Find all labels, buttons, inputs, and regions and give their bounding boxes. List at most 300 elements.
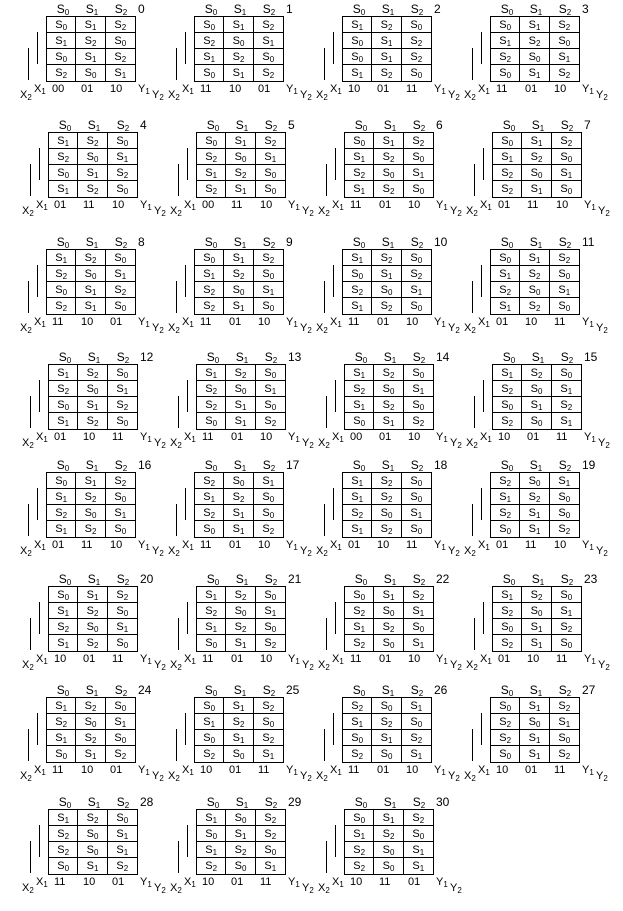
header-label: $S_0$ (352, 458, 366, 473)
state-cell: $S_0$ (108, 810, 137, 826)
state-cell: $S_2$ (493, 181, 522, 197)
state-cell: $S_0$ (522, 381, 551, 397)
state-cell: $S_2$ (195, 282, 224, 298)
y2-label: $Y_2$ (154, 437, 166, 450)
header-label: $S_1$ (235, 118, 249, 133)
header-label: $S_2$ (114, 458, 128, 473)
state-cell: $S_1$ (224, 17, 253, 33)
y2-label: $Y_2$ (448, 770, 460, 783)
header-label: $S_2$ (560, 572, 574, 587)
header-label: $S_1$ (85, 458, 99, 473)
state-grid (490, 697, 580, 763)
x2-bar (324, 729, 325, 761)
table-number: 5 (288, 118, 295, 132)
y1-label: $Y_1$ (286, 316, 298, 329)
state-cell: $S_0$ (256, 365, 285, 381)
x1-label: $X_1$ (478, 316, 490, 329)
column-header (344, 118, 434, 132)
state-cell: $S_2$ (226, 619, 255, 635)
state-cell: $S_2$ (108, 165, 137, 181)
y1-label: $Y_1$ (434, 539, 446, 552)
column-header (46, 2, 136, 16)
state-cell: $S_1$ (402, 505, 431, 521)
state-grid (48, 586, 138, 652)
state-cell: $S_0$ (491, 65, 520, 81)
state-cell: $S_0$ (254, 714, 283, 730)
state-cell: $S_1$ (343, 521, 372, 537)
table-number: 23 (584, 572, 598, 586)
x1-bar (185, 488, 186, 520)
y2-label: $Y_2$ (302, 437, 314, 450)
x1-bar (335, 148, 336, 180)
table-number: 0 (138, 2, 145, 16)
state-grid (342, 16, 432, 82)
state-cell: $S_0$ (254, 266, 283, 282)
column-header (48, 118, 138, 132)
state-cell: $S_0$ (108, 365, 137, 381)
header-label: $S_1$ (235, 350, 249, 365)
y2-label: $Y_2$ (300, 89, 312, 102)
header-label: $S_2$ (410, 2, 424, 17)
x1-label: $X_1$ (480, 653, 492, 666)
state-cell: $S_2$ (49, 381, 78, 397)
table-number: 15 (584, 350, 598, 364)
state-cell: $S_0$ (226, 381, 255, 397)
code-label: 10 (83, 876, 96, 888)
state-cell: $S_1$ (552, 381, 581, 397)
state-cell: $S_1$ (522, 133, 551, 149)
header-label: $S_2$ (264, 350, 278, 365)
state-cell: $S_0$ (402, 473, 431, 489)
x2-label: $X_2$ (466, 659, 478, 672)
x2-label: $X_2$ (20, 89, 32, 102)
state-cell: $S_1$ (226, 397, 255, 413)
state-cell: $S_0$ (491, 746, 520, 762)
state-grid (344, 809, 434, 875)
state-cell: $S_2$ (552, 619, 581, 635)
state-cell: $S_2$ (78, 133, 107, 149)
state-cell: $S_2$ (520, 33, 549, 49)
state-cell: $S_2$ (49, 619, 78, 635)
table-number: 27 (582, 683, 596, 697)
table-number: 13 (288, 350, 302, 364)
code-label: 01 (377, 83, 390, 95)
state-cell: $S_0$ (226, 810, 255, 826)
state-cell: $S_1$ (343, 298, 372, 314)
y2-label: $Y_2$ (152, 322, 164, 335)
state-cell: $S_0$ (550, 730, 579, 746)
state-cell: $S_1$ (343, 489, 372, 505)
x2-label: $X_2$ (316, 770, 328, 783)
header-label: $S_1$ (87, 795, 101, 810)
state-cell: $S_1$ (195, 714, 224, 730)
header-label: $S_2$ (558, 2, 572, 17)
code-label: 11 (54, 876, 66, 888)
state-cell: $S_2$ (404, 133, 433, 149)
state-cell: $S_2$ (493, 603, 522, 619)
state-grid (46, 697, 136, 763)
state-grid (492, 586, 582, 652)
state-cell: $S_0$ (374, 635, 403, 651)
state-cell: $S_2$ (493, 413, 522, 429)
code-label: 11 (379, 876, 391, 888)
code-label: 10 (556, 199, 569, 211)
state-grid (196, 586, 286, 652)
column-header (492, 572, 582, 586)
state-cell: $S_2$ (372, 473, 401, 489)
state-cell: $S_1$ (226, 635, 255, 651)
x2-label: $X_2$ (464, 322, 476, 335)
state-cell: $S_0$ (374, 603, 403, 619)
column-header (342, 683, 432, 697)
state-cell: $S_1$ (520, 505, 549, 521)
table-number: 11 (582, 235, 595, 249)
column-header (46, 683, 136, 697)
x1-label: $X_1$ (184, 431, 196, 444)
header-label: $S_0$ (206, 350, 220, 365)
code-label: 10 (406, 764, 419, 776)
header-label: $S_2$ (262, 683, 276, 698)
code-label: 01 (379, 653, 392, 665)
state-cell: $S_1$ (374, 133, 403, 149)
y2-label: $Y_2$ (598, 659, 610, 672)
x1-bar (39, 825, 40, 857)
x1-bar (39, 148, 40, 180)
code-label: 01 (379, 199, 392, 211)
state-cell: $S_0$ (256, 587, 285, 603)
state-cell: $S_1$ (520, 746, 549, 762)
state-cell: $S_1$ (262, 748, 275, 761)
state-cell: $S_2$ (76, 521, 105, 537)
state-cell: $S_2$ (47, 65, 76, 81)
state-cell: $S_2$ (78, 365, 107, 381)
column-header (194, 235, 284, 249)
code-label: 01 (110, 764, 123, 776)
state-cell: $S_1$ (226, 413, 255, 429)
state-grid (490, 249, 580, 315)
state-cell: $S_0$ (106, 33, 135, 49)
x1-bar (333, 265, 334, 297)
state-cell: $S_0$ (404, 365, 433, 381)
state-cell: $S_2$ (254, 730, 283, 746)
state-cell: $S_0$ (345, 133, 374, 149)
header-label: $S_2$ (116, 118, 130, 133)
state-cell: $S_2$ (106, 282, 135, 298)
state-cell: $S_2$ (106, 49, 135, 65)
y1-label: $Y_1$ (584, 431, 596, 444)
state-cell: $S_1$ (47, 250, 76, 266)
code-label: 01 (81, 83, 94, 95)
code-label: 00 (202, 199, 215, 211)
x2-label: $X_2$ (20, 545, 32, 558)
x2-label: $X_2$ (22, 437, 34, 450)
state-grid (344, 586, 434, 652)
x1-bar (185, 713, 186, 745)
y2-label: $Y_2$ (596, 89, 608, 102)
header-label: $S_0$ (204, 2, 218, 17)
state-cell: $S_2$ (264, 415, 277, 428)
state-cell: $S_0$ (256, 165, 285, 181)
header-label: $S_1$ (381, 235, 395, 250)
state-cell: $S_0$ (224, 473, 253, 489)
x2-bar (176, 729, 177, 761)
y2-label: $Y_2$ (152, 770, 164, 783)
state-cell: $S_2$ (491, 49, 520, 65)
x2-label: $X_2$ (22, 882, 34, 895)
code-label: 11 (350, 199, 362, 211)
state-cell: $S_0$ (78, 381, 107, 397)
code-label: 01 (377, 316, 390, 328)
header-label: $S_1$ (233, 683, 247, 698)
y2-label: $Y_2$ (598, 205, 610, 218)
header-label: $S_2$ (262, 458, 276, 473)
state-cell: $S_1$ (520, 17, 549, 33)
state-cell: $S_1$ (49, 133, 78, 149)
code-label: 11 (112, 653, 124, 665)
code-label: 01 (229, 764, 242, 776)
state-cell: $S_1$ (226, 133, 255, 149)
state-cell: $S_2$ (343, 282, 372, 298)
state-cell: $S_1$ (108, 842, 137, 858)
state-cell: $S_2$ (224, 714, 253, 730)
y1-label: $Y_1$ (288, 431, 300, 444)
table-number: 12 (140, 350, 154, 364)
table-number: 10 (434, 235, 448, 249)
code-label: 11 (406, 83, 418, 95)
state-cell: $S_0$ (372, 282, 401, 298)
state-cell: $S_1$ (550, 282, 579, 298)
state-cell: $S_2$ (491, 282, 520, 298)
state-cell: $S_1$ (343, 65, 372, 81)
state-cell: $S_2$ (493, 635, 522, 651)
state-cell: $S_1$ (372, 730, 401, 746)
state-grid (46, 249, 136, 315)
header-label: $S_0$ (58, 572, 72, 587)
x2-bar (472, 281, 473, 313)
state-cell: $S_2$ (552, 397, 581, 413)
state-cell: $S_1$ (76, 282, 105, 298)
state-cell: $S_1$ (224, 65, 253, 81)
header-label: $S_0$ (500, 235, 514, 250)
y1-label: $Y_1$ (140, 199, 152, 212)
x1-bar (481, 32, 482, 64)
state-cell: $S_0$ (197, 826, 226, 842)
x1-label: $X_1$ (182, 539, 194, 552)
header-label: $S_1$ (85, 683, 99, 698)
x1-label: $X_1$ (332, 199, 344, 212)
state-cell: $S_2$ (404, 810, 433, 826)
y2-label: $Y_2$ (598, 437, 610, 450)
code-label: 11 (112, 431, 124, 443)
x1-label: $X_1$ (36, 199, 48, 212)
column-header (196, 795, 286, 809)
state-cell: $S_2$ (402, 49, 431, 65)
state-cell: $S_1$ (491, 266, 520, 282)
header-label: $S_2$ (410, 683, 424, 698)
state-cell: $S_1$ (254, 473, 283, 489)
state-cell: $S_0$ (49, 397, 78, 413)
state-cell: $S_0$ (106, 250, 135, 266)
code-label: 10 (202, 876, 215, 888)
state-cell: $S_0$ (560, 183, 573, 196)
header-label: $S_2$ (264, 118, 278, 133)
header-label: $S_0$ (500, 458, 514, 473)
header-label: $S_1$ (529, 683, 543, 698)
header-label: $S_2$ (560, 350, 574, 365)
state-cell: $S_1$ (49, 181, 78, 197)
code-label: 11 (525, 539, 537, 551)
column-header (342, 458, 432, 472)
state-cell: $S_2$ (226, 165, 255, 181)
state-cell: $S_1$ (343, 714, 372, 730)
state-cell: $S_1$ (76, 298, 105, 314)
x2-label: $X_2$ (168, 770, 180, 783)
code-label: 01 (231, 653, 244, 665)
x2-label: $X_2$ (318, 882, 330, 895)
state-cell: $S_1$ (520, 65, 549, 81)
header-label: $S_1$ (235, 572, 249, 587)
header-label: $S_0$ (500, 683, 514, 698)
state-cell: $S_1$ (520, 250, 549, 266)
code-label: 11 (52, 764, 64, 776)
code-label: 01 (348, 539, 361, 551)
state-cell: $S_0$ (195, 521, 224, 537)
column-header (196, 118, 286, 132)
state-cell: $S_1$ (410, 748, 423, 761)
code-label: 01 (377, 764, 390, 776)
state-cell: $S_2$ (76, 698, 105, 714)
header-label: $S_0$ (58, 795, 72, 810)
state-cell: $S_1$ (78, 587, 107, 603)
x1-bar (37, 713, 38, 745)
state-cell: $S_2$ (224, 266, 253, 282)
state-cell: $S_1$ (550, 49, 579, 65)
state-cell: $S_2$ (374, 365, 403, 381)
table-number: 26 (434, 683, 448, 697)
y1-label: $Y_1$ (286, 83, 298, 96)
state-cell: $S_2$ (197, 149, 226, 165)
state-cell: $S_1$ (197, 619, 226, 635)
state-cell: $S_0$ (78, 619, 107, 635)
state-cell: $S_0$ (345, 587, 374, 603)
state-cell: $S_2$ (49, 842, 78, 858)
state-grid (196, 364, 286, 430)
table-number: 24 (138, 683, 152, 697)
state-cell: $S_1$ (47, 730, 76, 746)
state-cell: $S_0$ (343, 33, 372, 49)
code-label: 10 (260, 653, 273, 665)
x2-bar (178, 396, 179, 428)
state-cell: $S_0$ (76, 65, 105, 81)
y1-label: $Y_1$ (582, 764, 594, 777)
state-cell: $S_1$ (106, 266, 135, 282)
header-label: $S_0$ (204, 683, 218, 698)
y2-label: $Y_2$ (302, 205, 314, 218)
state-cell: $S_1$ (522, 635, 551, 651)
state-cell: $S_0$ (372, 746, 401, 762)
code-label: 01 (229, 539, 242, 551)
state-grid (490, 472, 580, 538)
y2-label: $Y_2$ (448, 322, 460, 335)
state-cell: $S_0$ (254, 489, 283, 505)
code-label: 01 (54, 431, 67, 443)
state-cell: $S_2$ (226, 842, 255, 858)
header-label: $S_1$ (87, 572, 101, 587)
state-cell: $S_2$ (374, 397, 403, 413)
state-cell: $S_2$ (343, 505, 372, 521)
x2-label: $X_2$ (464, 545, 476, 558)
state-cell: $S_0$ (558, 300, 571, 313)
code-label: 11 (52, 316, 64, 328)
state-cell: $S_2$ (345, 165, 374, 181)
y1-label: $Y_1$ (286, 764, 298, 777)
column-header (48, 795, 138, 809)
state-cell: $S_1$ (522, 397, 551, 413)
state-cell: $S_2$ (195, 746, 224, 762)
x1-bar (483, 380, 484, 412)
y1-label: $Y_1$ (286, 539, 298, 552)
y1-label: $Y_1$ (288, 653, 300, 666)
header-label: $S_2$ (410, 458, 424, 473)
x1-label: $X_1$ (36, 431, 48, 444)
state-cell: $S_0$ (106, 698, 135, 714)
state-cell: $S_1$ (343, 473, 372, 489)
x2-bar (30, 164, 31, 196)
state-cell: $S_0$ (76, 266, 105, 282)
table-number: 17 (286, 458, 300, 472)
state-cell: $S_0$ (226, 858, 255, 874)
y2-label: $Y_2$ (154, 882, 166, 895)
state-cell: $S_0$ (493, 397, 522, 413)
state-cell: $S_1$ (343, 17, 372, 33)
state-cell: $S_0$ (226, 149, 255, 165)
y1-label: $Y_1$ (288, 876, 300, 889)
state-cell: $S_2$ (47, 714, 76, 730)
state-cell: $S_0$ (76, 714, 105, 730)
state-cell: $S_1$ (374, 413, 403, 429)
state-cell: $S_1$ (345, 397, 374, 413)
x2-label: $X_2$ (316, 545, 328, 558)
state-cell: $S_0$ (226, 603, 255, 619)
header-label: $S_0$ (204, 235, 218, 250)
code-label: 01 (83, 653, 96, 665)
state-cell: $S_2$ (372, 65, 401, 81)
x2-bar (178, 618, 179, 650)
x1-label: $X_1$ (480, 199, 492, 212)
state-cell: $S_2$ (262, 523, 275, 536)
header-label: $S_2$ (264, 572, 278, 587)
state-cell: $S_2$ (106, 473, 135, 489)
header-label: $S_2$ (264, 795, 278, 810)
state-grid (46, 16, 136, 82)
table-number: 7 (584, 118, 591, 132)
header-label: $S_1$ (85, 235, 99, 250)
x1-label: $X_1$ (330, 83, 342, 96)
state-grid (492, 132, 582, 198)
header-label: $S_1$ (531, 572, 545, 587)
state-cell: $S_1$ (491, 489, 520, 505)
state-cell: $S_0$ (195, 730, 224, 746)
x2-label: $X_2$ (20, 770, 32, 783)
state-cell: $S_0$ (374, 381, 403, 397)
state-cell: $S_0$ (49, 587, 78, 603)
y1-label: $Y_1$ (140, 653, 152, 666)
header-label: $S_0$ (58, 118, 72, 133)
code-label: 01 (408, 876, 421, 888)
x1-label: $X_1$ (330, 764, 342, 777)
column-header (490, 683, 580, 697)
table-number: 18 (434, 458, 448, 472)
